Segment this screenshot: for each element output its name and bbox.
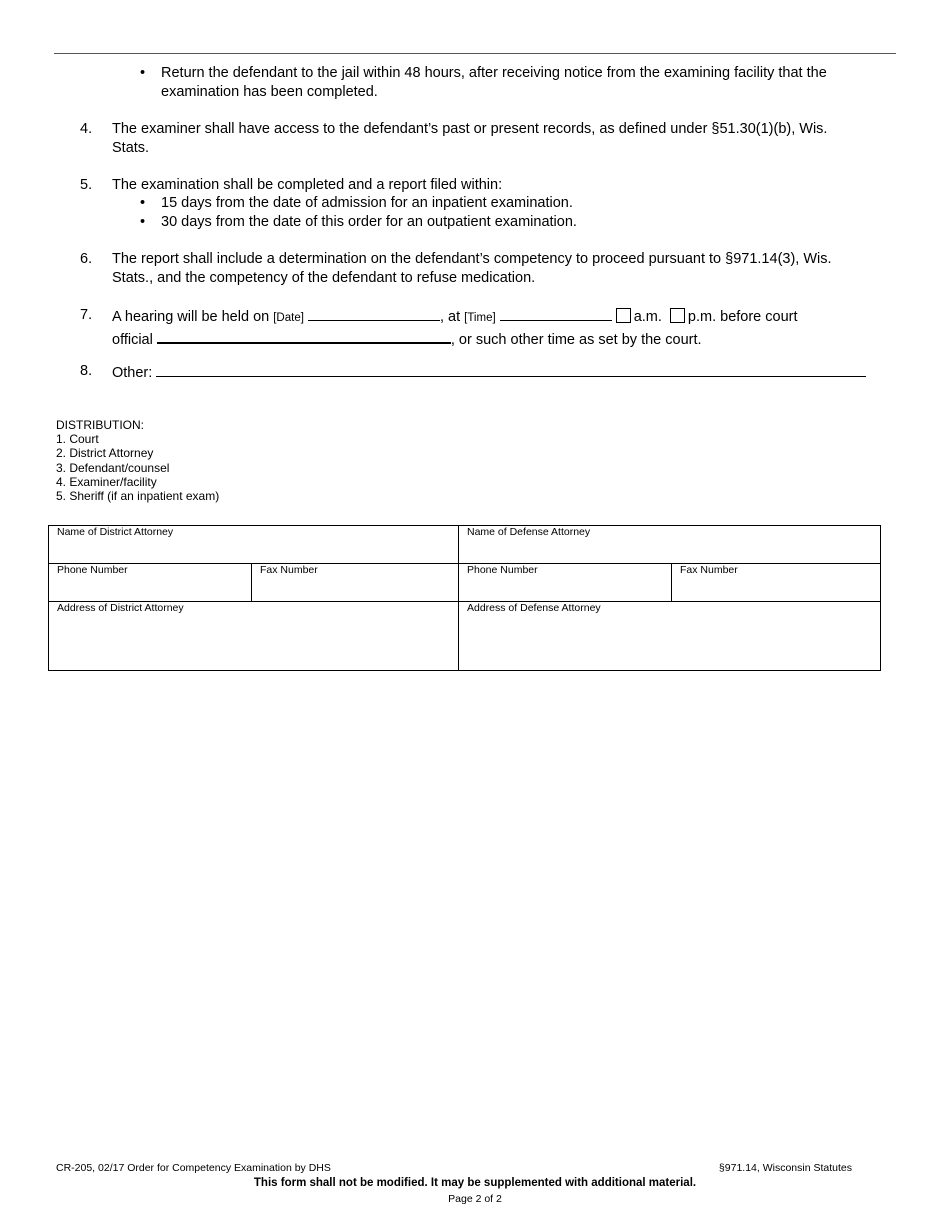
pm-checkbox[interactable]	[670, 308, 685, 323]
item-text: The examiner shall have access to the defendant’s past or present records, as defined under §51.30(1)(b), Wis. Stats.	[112, 121, 828, 156]
at-text: , at	[439, 309, 461, 325]
distribution-item: 3. Defendant/counsel	[56, 460, 170, 475]
da-name-cell[interactable]	[49, 526, 459, 564]
def-name-cell[interactable]	[459, 526, 881, 564]
court-official-field[interactable]	[157, 328, 451, 344]
distribution-heading: DISTRIBUTION:	[56, 418, 145, 432]
distribution-item: 5. Sheriff (if an inpatient exam)	[56, 489, 220, 504]
date-label: [Date]	[273, 312, 304, 324]
da-phone-cell[interactable]	[49, 564, 252, 602]
da-fax-cell[interactable]	[252, 564, 459, 602]
bullet-text: 30 days from the date of this order for an outpatient examination.	[161, 214, 577, 230]
da-address-cell[interactable]	[49, 602, 459, 671]
def-name-label: Name of Defense Attorney	[467, 526, 591, 538]
item-text: The report shall include a determination on the defendant’s competency to proceed pursuant to §971.14(3), Wis. Stats., and the competency of the defendant to refuse medication.	[112, 251, 832, 286]
other-label: Other:	[112, 365, 153, 381]
bullet-dot: •	[140, 214, 146, 230]
def-phone-label: Phone Number	[467, 564, 538, 576]
def-address-label: Address of Defense Attorney	[467, 602, 601, 614]
distribution-item: 4. Examiner/facility	[56, 474, 157, 489]
modification-notice: This form shall not be modified. It may be supplemented with additional material.	[253, 1177, 697, 1189]
item-number: 4.	[80, 121, 93, 137]
distribution-list	[56, 418, 219, 503]
def-address-cell[interactable]	[459, 602, 881, 671]
bullet-text: Return the defendant to the jail within 48 hours, after receiving notice from the examining facility that the examination has been completed.	[161, 65, 827, 100]
item-number: 6.	[80, 251, 93, 267]
bullet-dot: •	[140, 195, 146, 211]
da-phone-label: Phone Number	[57, 564, 128, 576]
da-name-label: Name of District Attorney	[57, 526, 174, 538]
other-field[interactable]	[156, 362, 866, 377]
page-number: Page 2 of 2	[448, 1193, 502, 1205]
hearing-date-field[interactable]	[308, 306, 440, 321]
am-label: a.m.	[633, 309, 662, 325]
def-fax-cell[interactable]	[672, 564, 881, 602]
pm-label: p.m. before court	[687, 309, 798, 325]
distribution-item: 2. District Attorney	[56, 446, 154, 461]
time-label: [Time]	[464, 312, 496, 324]
hearing-tail: , or such other time as set by the court.	[450, 332, 702, 348]
distribution-item: 1. Court	[56, 432, 99, 447]
top-rule	[54, 53, 896, 54]
item-number: 5.	[80, 177, 93, 193]
da-fax-label: Fax Number	[260, 564, 318, 576]
def-fax-label: Fax Number	[680, 564, 738, 576]
official-label: official	[112, 332, 153, 348]
attorney-info-table	[48, 525, 881, 671]
form-id: CR-205, 02/17 Order for Competency Examination by DHS	[56, 1162, 331, 1174]
def-phone-cell[interactable]	[459, 564, 672, 602]
other-line	[112, 362, 852, 383]
statute-reference: §971.14, Wisconsin Statutes	[718, 1162, 852, 1174]
item-text: The examination shall be completed and a report filed within:	[112, 177, 503, 193]
da-address-label: Address of District Attorney	[57, 602, 184, 614]
am-checkbox[interactable]	[616, 308, 631, 323]
item-number: 7.	[80, 307, 93, 323]
bullet-dot: •	[140, 65, 146, 81]
hearing-lead: A hearing will be held on	[112, 309, 270, 325]
bullet-text: 15 days from the date of admission for an inpatient examination.	[161, 195, 573, 211]
hearing-time-field[interactable]	[500, 306, 612, 321]
item-number: 8.	[80, 363, 93, 379]
hearing-line	[112, 306, 852, 350]
